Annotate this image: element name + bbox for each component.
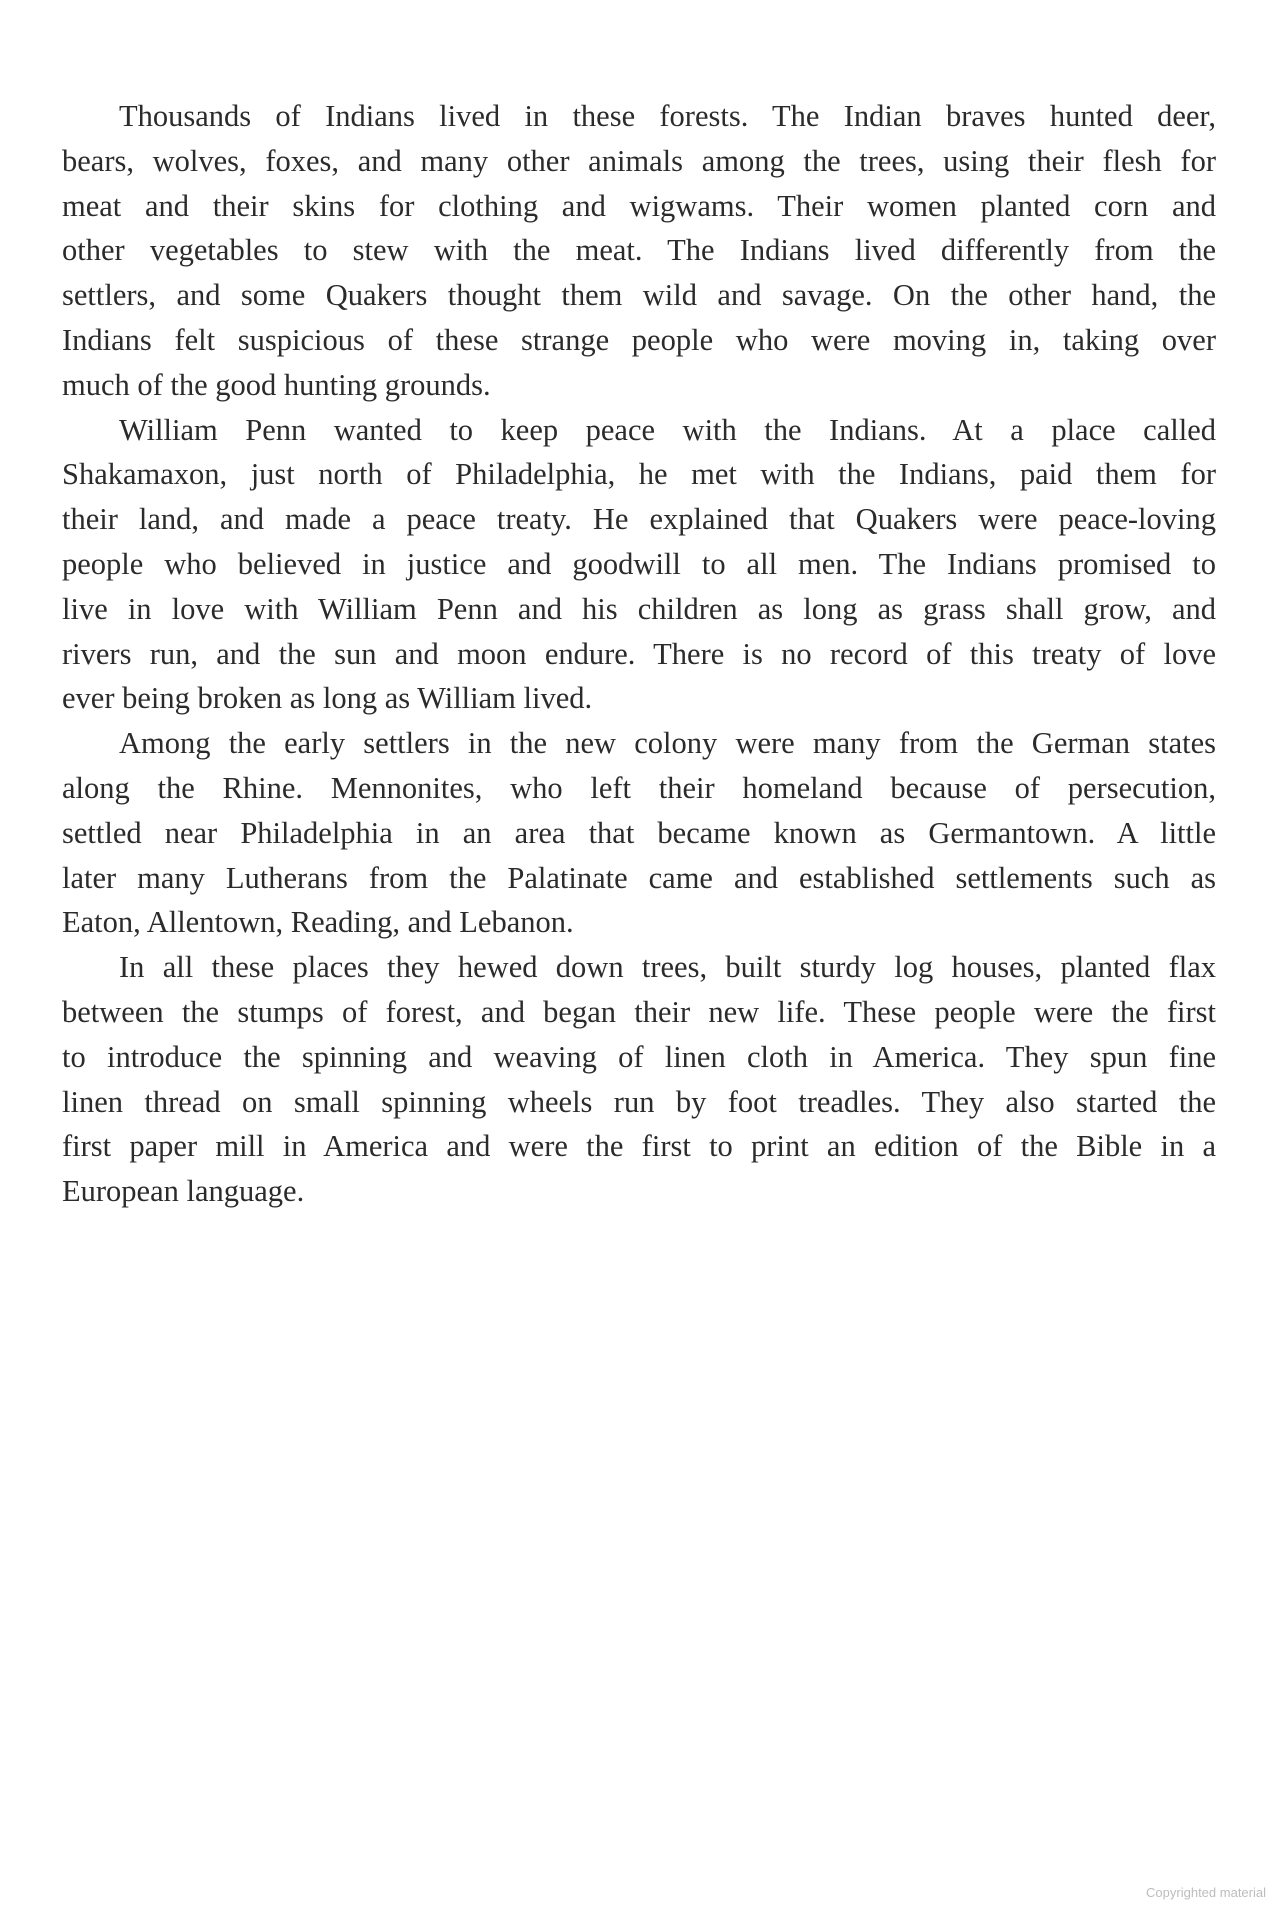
text-line: settled near Philadelphia in an area that became known as Germantown. A little bbox=[62, 815, 1216, 850]
text-line: people who believed in justice and goodwill to all men. The Indians promised to bbox=[62, 546, 1216, 581]
paragraph bbox=[62, 408, 1216, 722]
text-line: along the Rhine. Mennonites, who left their homeland because of persecution, bbox=[62, 770, 1216, 805]
book-page-text bbox=[62, 94, 1216, 1214]
text-line: between the stumps of forest, and began their new life. These people were the first bbox=[62, 994, 1216, 1029]
text-line: other vegetables to stew with the meat. The Indians lived differently from the bbox=[62, 233, 1216, 268]
text-line: Thousands of Indians lived in these forests. The Indian braves hunted deer, bbox=[119, 99, 1216, 133]
text-line: ever being broken as long as William lived. bbox=[62, 681, 593, 716]
text-line: first paper mill in America and were the first to print an edition of the Bible in a bbox=[62, 1129, 1216, 1164]
text-line: much of the good hunting grounds. bbox=[62, 367, 491, 402]
text-line: Among the early settlers in the new colony were many from the German states bbox=[119, 726, 1216, 761]
text-line: to introduce the spinning and weaving of linen cloth in America. They spun fine bbox=[62, 1039, 1216, 1074]
paragraph bbox=[62, 945, 1216, 1214]
paragraph bbox=[62, 94, 1216, 408]
text-line: later many Lutherans from the Palatinate came and established settlements such as bbox=[62, 860, 1216, 895]
text-line: William Penn wanted to keep peace with the Indians. At a place called bbox=[119, 412, 1216, 447]
text-line: live in love with William Penn and his children as long as grass shall grow, and bbox=[62, 591, 1216, 626]
text-line: European language. bbox=[62, 1174, 305, 1209]
copyright-watermark: Copyrighted material bbox=[1146, 1885, 1266, 1900]
text-line: Shakamaxon, just north of Philadelphia, he met with the Indians, paid them for bbox=[62, 457, 1216, 492]
text-line: their land, and made a peace treaty. He explained that Quakers were peace-loving bbox=[62, 502, 1216, 537]
paragraph bbox=[62, 721, 1216, 945]
text-line: rivers run, and the sun and moon endure. There is no record of this treaty of love bbox=[62, 636, 1216, 671]
text-line: Eaton, Allentown, Reading, and Lebanon. bbox=[62, 905, 574, 940]
text-line: bears, wolves, foxes, and many other animals among the trees, using their flesh for bbox=[62, 143, 1216, 178]
text-line: Indians felt suspicious of these strange people who were moving in, taking over bbox=[62, 322, 1216, 357]
text-line: settlers, and some Quakers thought them wild and savage. On the other hand, the bbox=[62, 278, 1216, 313]
text-line: linen thread on small spinning wheels run by foot treadles. They also started the bbox=[62, 1084, 1216, 1119]
text-line: In all these places they hewed down trees, built sturdy log houses, planted flax bbox=[119, 950, 1216, 985]
text-line: meat and their skins for clothing and wigwams. Their women planted corn and bbox=[62, 188, 1216, 223]
